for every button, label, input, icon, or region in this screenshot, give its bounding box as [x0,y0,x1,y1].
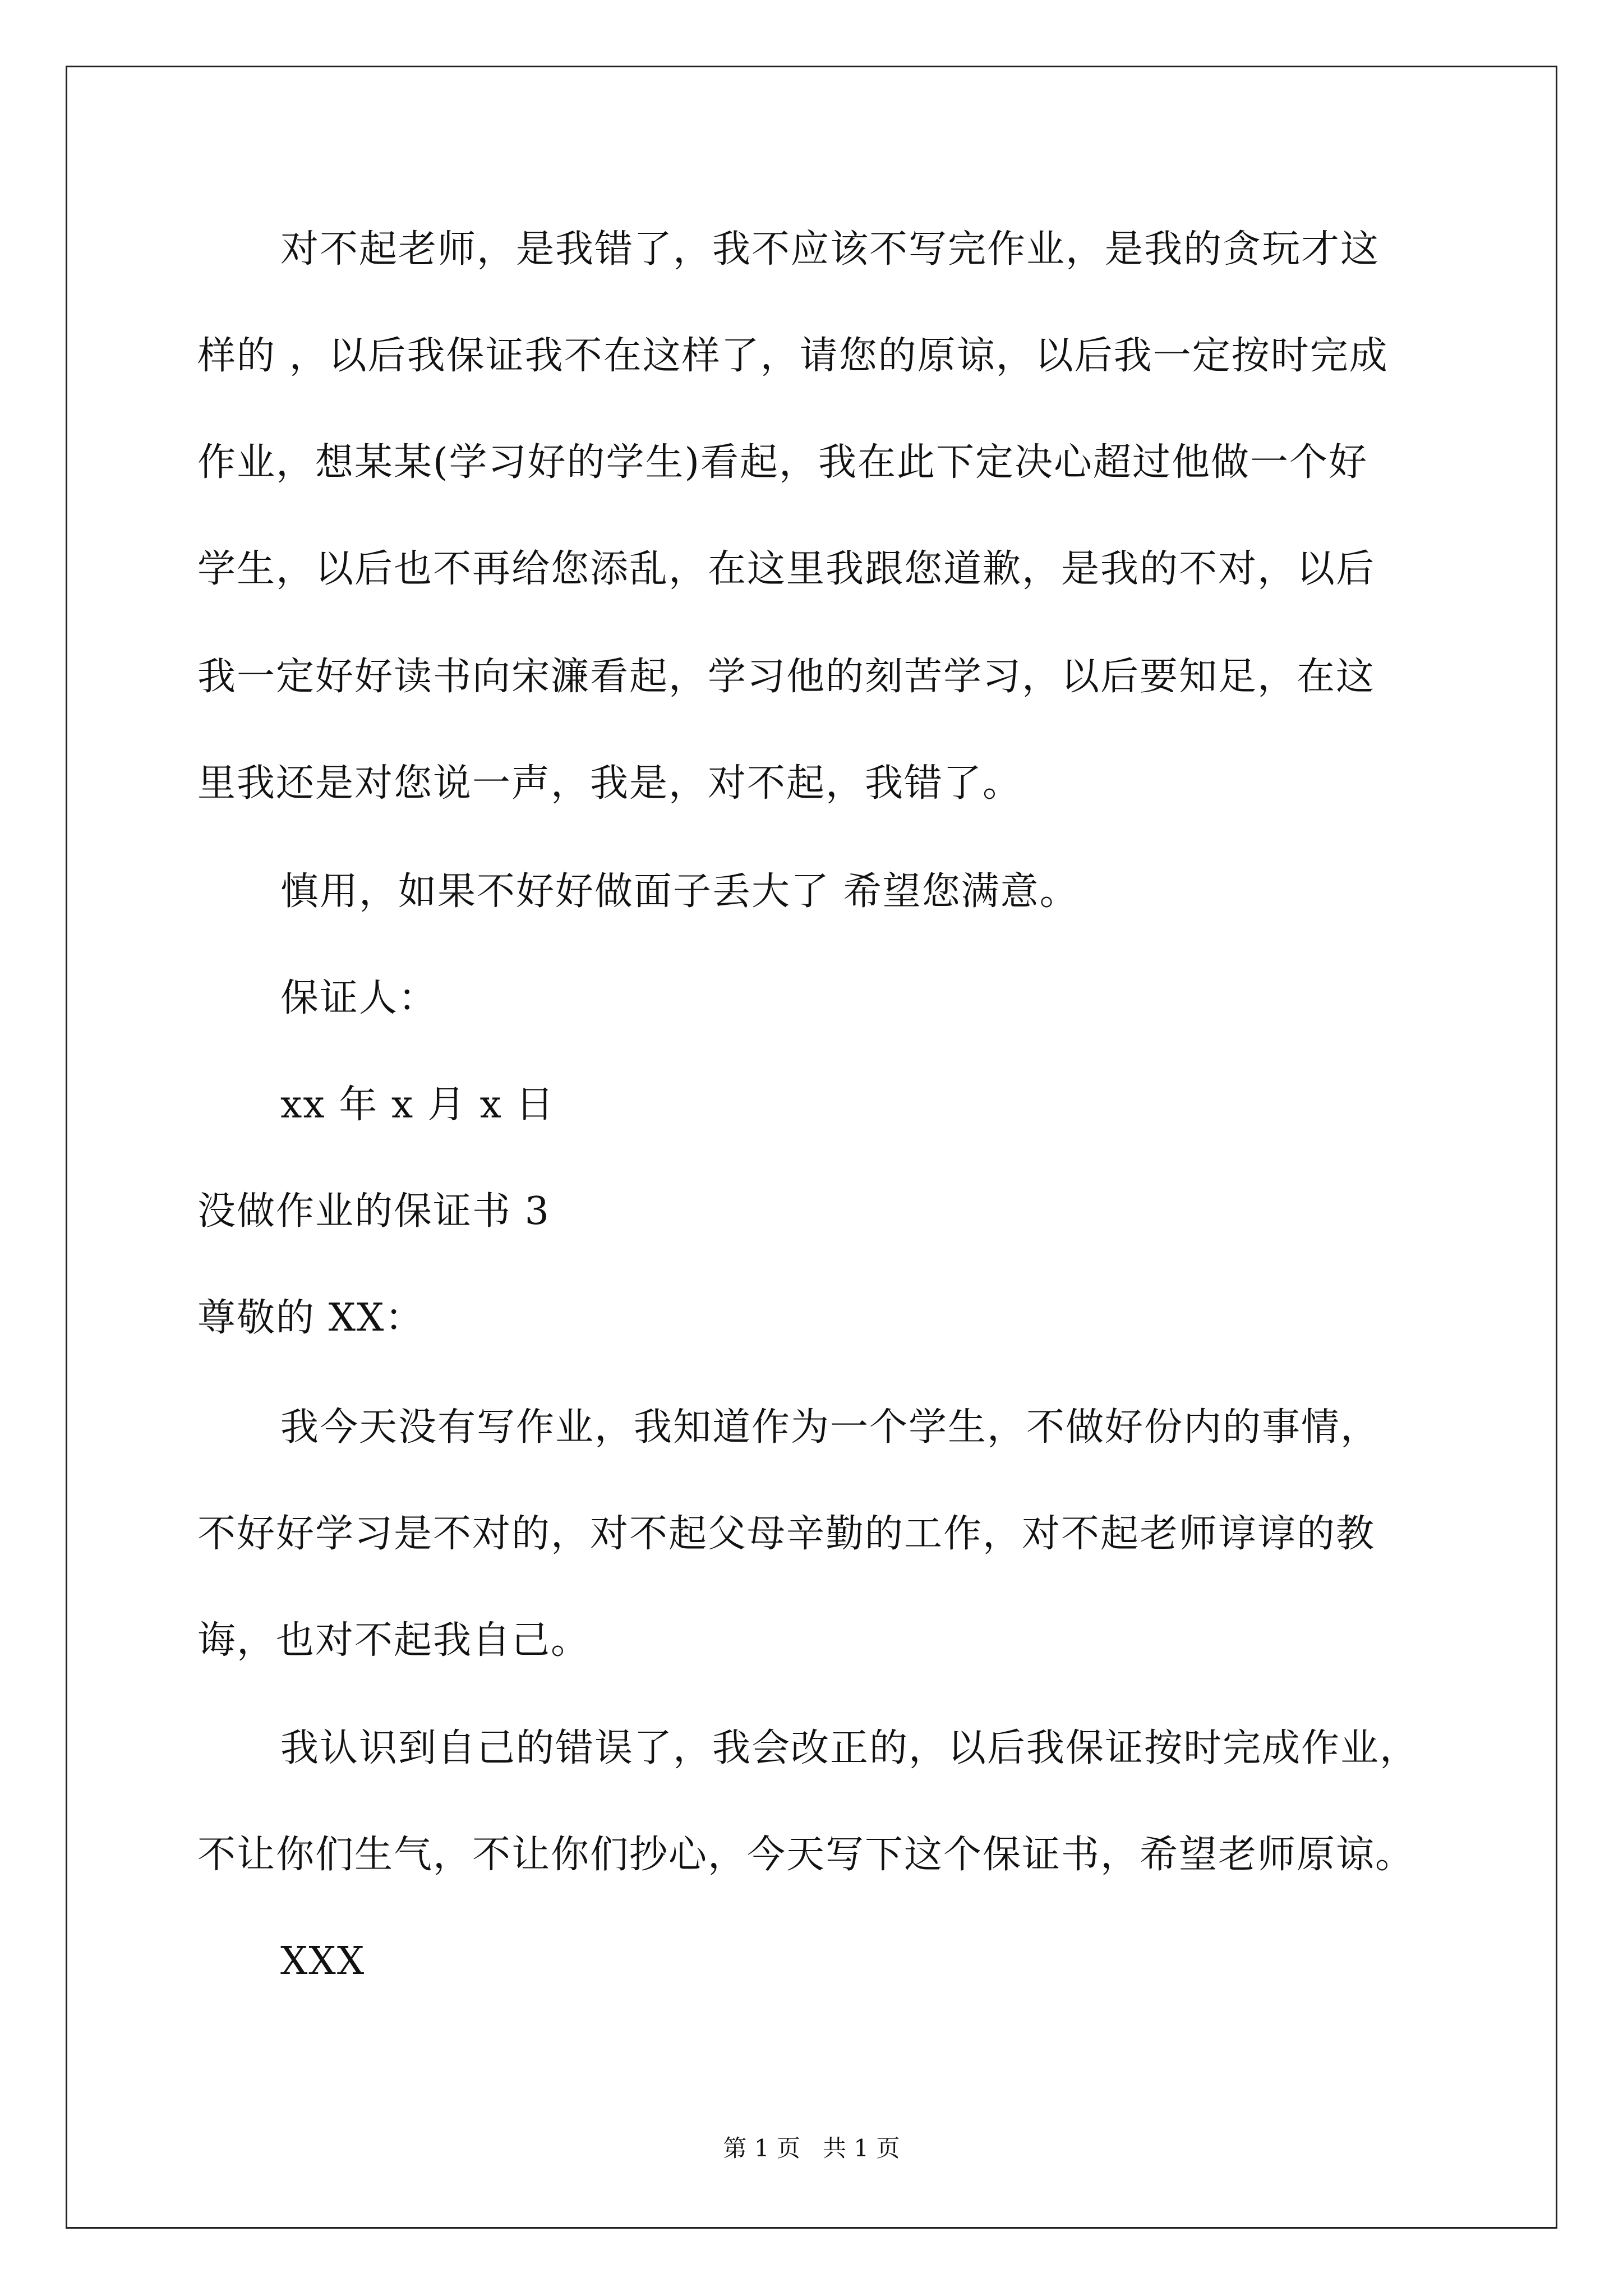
paragraph-line: 里我还是对您说一声，我是，对不起，我错了。 [197,761,1022,806]
signer-label: 保证人： [280,976,438,1020]
date-line: xx 年 x 月 x 日 [280,1083,555,1127]
page-footer: 第 1 页 共 1 页 [723,2134,900,2162]
paragraph-line: 学生，以后也不再给您添乱，在这里我跟您道歉，是我的不对，以后 [197,547,1376,591]
section-heading: 没做作业的保证书 3 [197,1189,550,1234]
paragraph-line: 我认识到自己的错误了，我会改正的，以后我保证按时完成作业， [280,1726,1419,1770]
paragraph-line: 我一定好好读书向宋濂看起，学习他的刻苦学习，以后要知足，在这 [197,655,1376,699]
paragraph-line: 我今天没有写作业，我知道作为一个学生，不做好份内的事情， [280,1405,1380,1450]
salutation: 尊敬的 XX： [197,1296,425,1340]
paragraph-line: 不好好学习是不对的，对不起父母辛勤的工作，对不起老师谆谆的教 [197,1512,1376,1556]
paragraph-line: 慎用，如果不好好做面子丢大了 希望您满意。 [280,869,1079,914]
paragraph-line: 样的 ，以后我保证我不在这样了，请您的原谅，以后我一定按时完成 [197,334,1389,378]
paragraph-line: 不让你们生气，不让你们抄心，今天写下这个保证书，希望老师原谅。 [197,1833,1415,1877]
page-border [66,66,1557,2229]
paragraph-line: 作业，想某某(学习好的学生)看起，我在此下定决心超过他做一个好 [197,440,1368,485]
signature: XXX [280,1939,366,1984]
paragraph-line: 对不起老师，是我错了，我不应该不写完作业，是我的贪玩才这 [280,227,1380,272]
paragraph-line: 诲，也对不起我自己。 [197,1618,591,1663]
